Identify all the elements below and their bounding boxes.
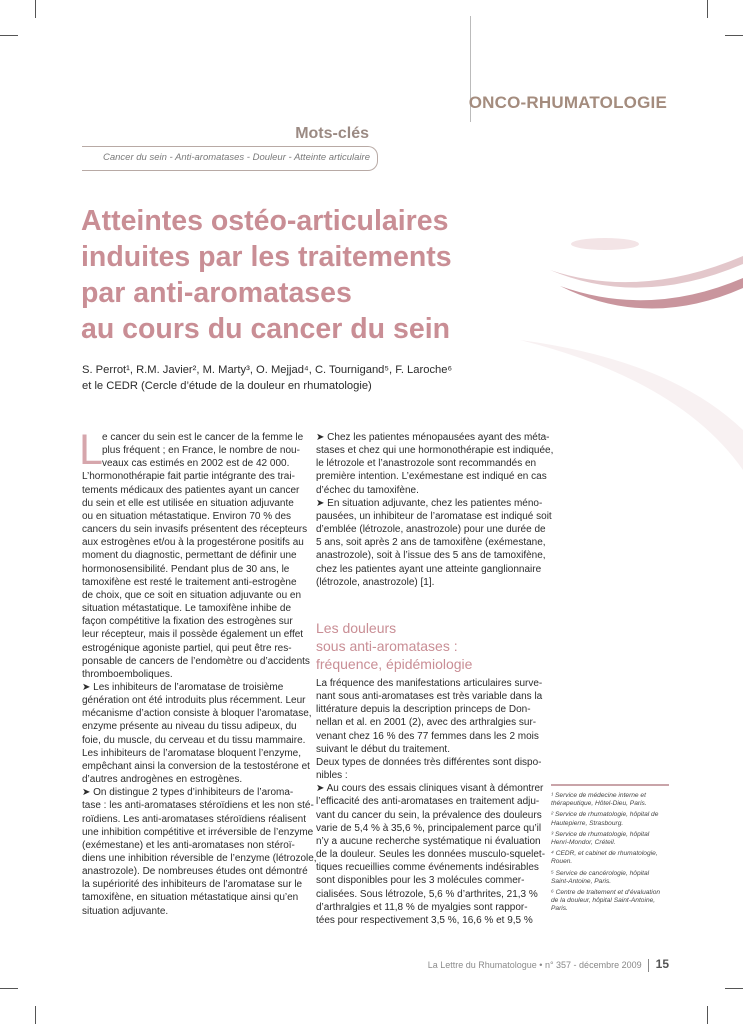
keywords-list: Cancer du sein - Anti-aromatases - Douleur - Atteinte articulaire (103, 152, 370, 163)
note-line: de la douleur, hôpital Saint-Antoine, (551, 897, 656, 905)
text-line: génération ont été introduits plus récemment. Leur (82, 695, 306, 707)
section-heading-line: sous anti-aromatases : (316, 638, 458, 654)
note-line: Rouen. (551, 858, 573, 866)
text-line: L’hormonothérapie fait partie intégrante des trai- (82, 471, 295, 483)
text-line: (létrozole, anastrozole) [1]. (316, 576, 435, 588)
text-line: venant chez 16 % des 77 femmes dans les 2 mois (316, 730, 539, 742)
crop-mark (707, 0, 708, 18)
title-line: par anti-aromatases (81, 277, 352, 309)
title-line: au cours du cancer du sein (81, 313, 451, 345)
text-line: ➤ On distingue 2 types d’inhibiteurs de l’aroma- (82, 787, 294, 799)
issue-info: n° 357 - décembre 2009 (544, 960, 642, 970)
section-heading-line: Les douleurs (316, 620, 397, 636)
decorative-swoosh (520, 190, 743, 470)
notes-rule (551, 784, 669, 786)
text-line: littérature depuis la description princeps de Don- (316, 704, 531, 716)
author-line: S. Perrot¹, R.M. Javier², M. Marty³, O. Mejjad⁴, C. Tournigand⁵, F. Laroche⁶ (82, 364, 453, 376)
text-line: e cancer du sein est le cancer de la femme le (102, 432, 304, 443)
text-line: la supériorité des inhibiteurs de l’aromatase sur le (82, 879, 303, 891)
text-line: façon compétitive la fixation des estrogènes sur (82, 616, 293, 628)
text-line: d’emblée (létrozole, anastrozole) pour une durée de (316, 524, 546, 536)
crop-mark (0, 35, 18, 36)
note-line: Paris. (551, 905, 568, 913)
crop-mark (725, 35, 743, 36)
text-line: d’arthralgies et 11,8 % de myalgies sont rappor- (316, 901, 528, 913)
text-line: ➤ Les inhibiteurs de l’aromatase de troisième (82, 681, 284, 693)
text-line: plus fréquent ; en France, le nombre de nou- (102, 445, 300, 457)
text-line: d’autres androgènes en estrogènes. (82, 774, 243, 786)
note-line: Saint-Antoine, Paris. (551, 877, 612, 885)
text-line: La fréquence des manifestations articulaires surve- (316, 678, 543, 689)
note-line: ³ Service de rhumatologie, hôpital (551, 830, 650, 838)
text-line: mécanisme d’action consiste à bloquer l’aromatase, (82, 708, 312, 720)
text-line: cialisées. Sous létrozole, 5,6 % d’arthrites, 21,3 % (316, 888, 538, 900)
crop-mark (35, 0, 36, 18)
page-number: 15 (655, 957, 669, 971)
text-line: leur récepteur, mais il possède également un effet (82, 629, 304, 641)
text-line: 5 ans, soit après 2 ans de tamoxifène (exémestane, (316, 537, 546, 549)
title-line: induites par les traitements (81, 241, 452, 273)
body-column-1 (82, 431, 317, 918)
text-line: tiques recueillies comme événements indésirables (316, 862, 539, 874)
text-line: diens une inhibition réversible de l’enzyme (létrozole, (82, 853, 317, 864)
body-column-2 (316, 431, 554, 589)
text-line: anastrozole), soit à l’issue des 5 ans de tamoxifène, (316, 550, 546, 562)
affiliation-note (551, 792, 671, 808)
text-line: tées pour respectivement 3,5 %, 16,6 % et 9,5 % (316, 914, 533, 926)
text-line: n’y a aucune recherche systématique ni évaluation (316, 835, 541, 847)
page-footer (428, 957, 669, 972)
affiliation-note (551, 811, 671, 827)
text-line: situation métastatique. Le tamoxifène inhibe de (82, 603, 292, 615)
note-line: ⁵ Service de cancérologie, hôpital (551, 869, 650, 877)
author-list (82, 362, 502, 394)
text-line: situation adjuvante. (82, 905, 169, 917)
text-line: le létrozole et l’anastrozole sont recommandés en (316, 458, 537, 470)
affiliation-note (551, 889, 671, 914)
crop-mark (707, 1006, 708, 1024)
text-line: tamoxifène est resté le traitement anti-estrogène (82, 576, 297, 588)
text-line: aux estrogènes et/ou à la progestérone positifs au (82, 537, 304, 549)
text-line: nibles : (316, 770, 348, 782)
text-line: ➤ En situation adjuvante, chez les patientes méno- (316, 497, 543, 509)
text-line: veaux cas estimés en 2002 est de 42 000. (102, 458, 290, 470)
affiliation-note (551, 870, 671, 886)
text-line: ou en situation métastatique. Environ 70 % des (82, 510, 292, 522)
text-line: de la douleur. Seules les données musculo-squelet- (316, 849, 546, 861)
bullet-separator: • (539, 960, 545, 970)
text-line: une inhibition compétitive et irréversible de l’enzyme (82, 826, 314, 838)
body-column-2-continued (316, 677, 546, 927)
text-line: empêchant ainsi la conversion de la testostérone et (82, 760, 310, 772)
footer-divider (648, 959, 649, 972)
affiliation-note (551, 850, 671, 866)
text-line: (exémestane) et les anti-aromatases non stéroï- (82, 839, 295, 851)
text-line: tase : les anti-aromatases stéroïdiens et les non sté- (82, 800, 314, 812)
text-line: d’échec du tamoxifène. (316, 484, 419, 496)
journal-name: La Lettre du Rhumatologue (427, 960, 537, 970)
text-line: estrogénique agoniste partiel, qui peut être res- (82, 642, 292, 654)
text-line: hormonosensibilité. Pendant plus de 30 ans, le (82, 563, 290, 575)
note-line: ⁴ CEDR, et cabinet de rhumatologie, (551, 850, 658, 858)
note-line: Henri-Mondor, Créteil. (551, 839, 616, 847)
text-line: Deux types de données très différentes sont dispo- (316, 756, 542, 768)
text-line: suivant le début du traitement. (316, 743, 450, 755)
text-line: pausées, un inhibiteur de l’aromatase est indiqué soit (316, 510, 552, 522)
text-line: ➤ Chez les patientes ménopausées ayant des méta- (316, 432, 550, 443)
affiliation-notes (551, 792, 671, 917)
text-line: tamoxifène, en situation métastatique ainsi qu’en (82, 892, 299, 904)
drop-cap: L (79, 426, 103, 474)
text-line: chez les patientes ayant une atteinte ganglionnaire (316, 563, 542, 575)
text-line: foie, du muscle, du cerveau et du tissu mammaire. (82, 734, 306, 746)
author-line: et le CEDR (Cercle d’étude de la douleur en rhumatologie) (82, 380, 372, 392)
text-line: sont disponibles pour les 3 molécules commer- (316, 875, 525, 887)
text-line: l’efficacité des anti-aromatases en traitement adju- (316, 796, 540, 808)
text-line: thromboemboliques. (82, 668, 173, 680)
affiliation-note (551, 831, 671, 847)
text-line: vant du cancer du sein, la prévalence des douleurs (316, 809, 542, 821)
text-line: ponsable de cancers de l’endomètre ou d’accidents (82, 655, 310, 667)
text-line: première intention. L’exémestane est indiqué en cas (316, 471, 547, 483)
text-line: moment du diagnostic, permettant de définir une (82, 550, 297, 562)
note-line: ¹ Service de médecine interne et (551, 792, 646, 799)
text-line: stases et chez qui une hormonothérapie est indiquée, (316, 445, 554, 457)
text-line: nant sous anti-aromatases est très variable dans la (316, 691, 543, 703)
article-title (81, 203, 551, 347)
section-rubric: ONCO-RHUMATOLOGIE (468, 93, 667, 112)
note-line: ² Service de rhumatologie, hôpital de (551, 811, 659, 819)
text-line: roïdiens. Les anti-aromatases stéroïdiens réalisent (82, 813, 307, 825)
section-heading (316, 619, 472, 673)
crop-mark (35, 1006, 36, 1024)
crop-mark (0, 988, 18, 989)
text-line: anastrozole). De nombreuses études ont démontré (82, 866, 308, 878)
section-heading-line: fréquence, épidémiologie (316, 656, 473, 672)
note-line: Hautepierre, Strasbourg. (551, 819, 624, 827)
note-line: thérapeutique, Hôtel-Dieu, Paris. (551, 800, 647, 808)
text-line: Les inhibiteurs de l’aromatase bloquent l’enzyme, (82, 747, 302, 759)
text-line: du sein et elle est utilisée en situation adjuvante (82, 497, 294, 509)
text-line: de choix, que ce soit en situation adjuvante ou en (82, 589, 302, 601)
text-line: tements médicaux des patientes ayant un cancer (82, 484, 300, 496)
text-line: cancers du sein invasifs présentent des récepteurs (82, 524, 308, 536)
crop-mark (725, 988, 743, 989)
title-line: Atteintes ostéo-articulaires (81, 205, 449, 237)
keywords-title: Mots-clés (295, 125, 369, 142)
text-line: nellan et al. en 2001 (2), avec des arthralgies sur- (316, 717, 537, 729)
text-line: varie de 5,4 % à 35,6 %, principalement parce qu’il (316, 822, 542, 834)
text-line: enzyme présente au niveau du tissu adipeux, du (82, 721, 297, 733)
note-line: ⁶ Centre de traitement et d’évaluation (551, 889, 661, 897)
text-line: ➤ Au cours des essais cliniques visant à démontrer (316, 783, 544, 795)
